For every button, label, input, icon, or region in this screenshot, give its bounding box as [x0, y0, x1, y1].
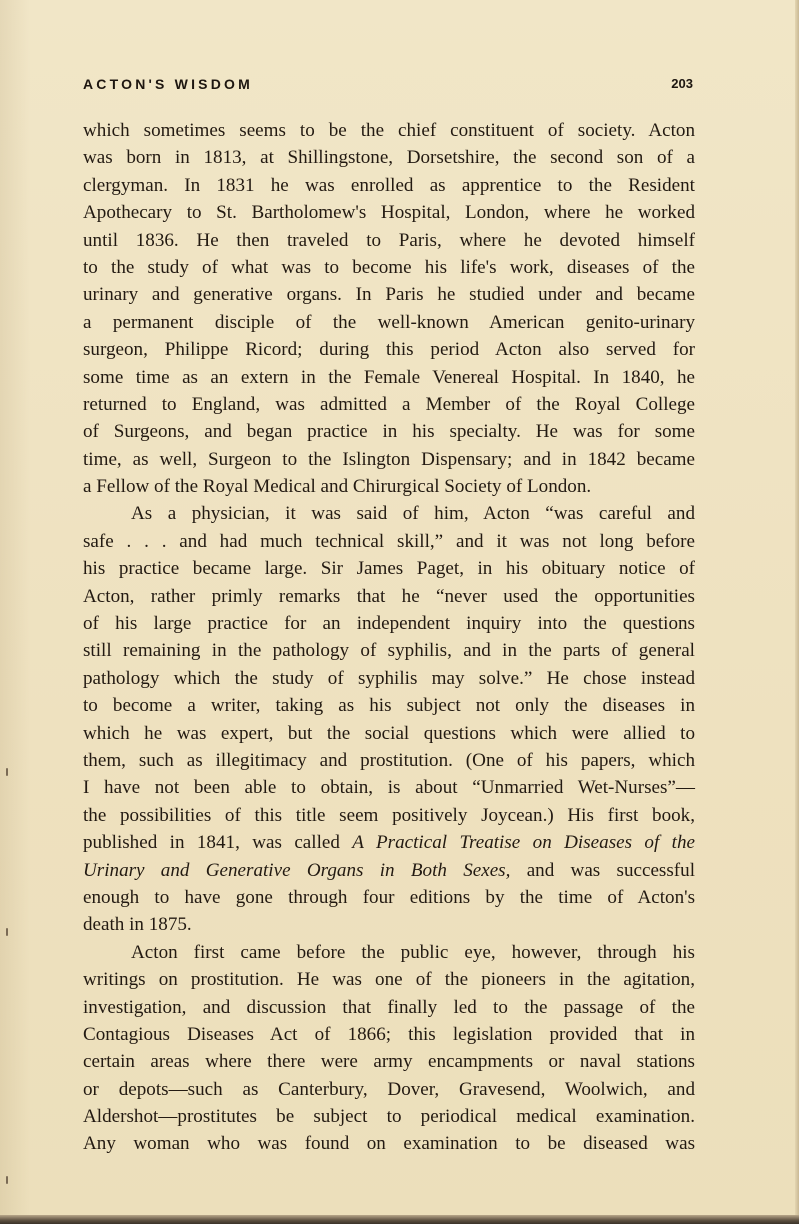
text-line: pathology which the study of syphilis may solve.” He chose instead [83, 667, 695, 689]
text-line: a permanent disciple of the well-known American genito-urinary [83, 311, 695, 333]
text-line: until 1836. He then traveled to Paris, where he devoted himself [83, 229, 695, 251]
text-line: Aldershot—prostitutes be subject to periodical medical examination. [83, 1106, 695, 1128]
text-line: his practice became large. Sir James Paget, in his obituary notice of [83, 558, 695, 580]
text-line: a Fellow of the Royal Medical and Chirurgical Society of London. [83, 476, 592, 498]
text-line: writings on prostitution. He was one of the pioneers in the agitation, [83, 969, 695, 991]
text-line: urinary and generative organs. In Paris he studied under and became [83, 284, 695, 306]
text-line: clergyman. In 1831 he was enrolled as apprentice to the Resident [83, 174, 695, 196]
text-line: Contagious Diseases Act of 1866; this legislation provided that in [83, 1023, 695, 1045]
text-line: death in 1875. [83, 914, 192, 936]
running-title: ACTON'S WISDOM [83, 76, 253, 92]
text-line: the possibilities of this title seem positively Joycean.) His first book, [83, 804, 695, 826]
text-line: time, as well, Surgeon to the Islington Dispensary; and in 1842 became [83, 448, 695, 470]
text-line: returned to England, was admitted a Member of the Royal College [83, 393, 695, 415]
book-title-italic: A Practical Treatise on Diseases of the [352, 832, 695, 854]
text-run: published in 1841, was called [83, 832, 340, 854]
text-line: Any woman who was found on examination to be diseased was [83, 1133, 695, 1155]
text-line: which he was expert, but the social questions which were allied to [83, 722, 695, 744]
text-line: Apothecary to St. Bartholomew's Hospital, London, where he worked [83, 202, 695, 224]
text-line: some time as an extern in the Female Venereal Hospital. In 1840, he [83, 366, 695, 388]
text-line: I have not been able to obtain, is about “Unmarried Wet-Nurses”— [83, 777, 695, 799]
margin-mark [6, 928, 8, 936]
text-line: As a physician, it was said of him, Acton “was careful and [131, 503, 695, 525]
text-line: Acton first came before the public eye, however, through his [131, 941, 695, 963]
running-head [83, 76, 693, 98]
text-line: still remaining in the pathology of syphilis, and in the parts of general [83, 640, 695, 662]
text-line: of his large practice for an independent inquiry into the questions [83, 613, 695, 635]
text-line: or depots—such as Canterbury, Dover, Gravesend, Woolwich, and [83, 1078, 695, 1100]
text-line: surgeon, Philippe Ricord; during this period Acton also served for [83, 339, 695, 361]
page-bottom-edge [0, 1215, 799, 1224]
body-text [83, 117, 695, 1158]
text-line: enough to have gone through four editions by the time of Acton's [83, 886, 695, 908]
margin-mark [6, 768, 8, 776]
page-number: 203 [671, 76, 693, 91]
book-title-italic: Urinary and Generative Organs in Both Sexes, [83, 859, 511, 881]
text-line: certain areas where there were army encampments or naval stations [83, 1051, 695, 1073]
text-line: which sometimes seems to be the chief constituent of society. Acton [83, 120, 695, 141]
text-line [83, 829, 695, 856]
text-line [83, 857, 695, 884]
text-line: safe . . . and had much technical skill,” and it was not long before [83, 530, 695, 552]
text-line: was born in 1813, at Shillingstone, Dorsetshire, the second son of a [83, 147, 695, 169]
text-line: of Surgeons, and began practice in his specialty. He was for some [83, 421, 695, 443]
text-line: Acton, rather primly remarks that he “never used the opportunities [83, 585, 695, 607]
text-line: to the study of what was to become his life's work, diseases of the [83, 256, 695, 278]
text-line: them, such as illegitimacy and prostitution. (One of his papers, which [83, 749, 695, 771]
text-run: and was successful [526, 859, 695, 881]
margin-mark [6, 1176, 8, 1184]
text-line: to become a writer, taking as his subject not only the diseases in [83, 695, 695, 717]
text-line: investigation, and discussion that finally led to the passage of the [83, 996, 695, 1018]
page-right-edge [795, 0, 799, 1224]
